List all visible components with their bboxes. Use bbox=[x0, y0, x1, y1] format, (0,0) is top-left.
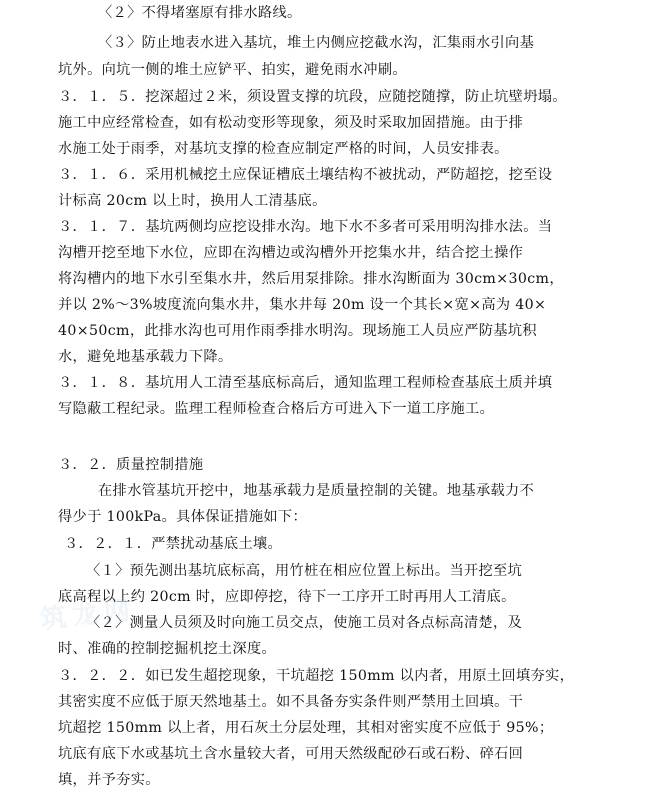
text-line: 〈２〉测量人员须及时向施工员交点，使施工员对各点标高清楚，及 bbox=[86, 615, 523, 631]
text-line: 施工中应经常检查，如有松动变形等现象，须及时采取加固措施。由于排 bbox=[58, 115, 524, 131]
text-line: 40×50cm，此排水沟也可用作雨季排水明沟。现场施工人员应严防基坑积 bbox=[58, 323, 537, 339]
text-line: 水施工处于雨季，对基坑支撑的检查应制定严格的时间，人员安排表。 bbox=[58, 141, 509, 157]
text-line: 计标高 20cm 以上时，换用人工清基底。 bbox=[58, 193, 327, 209]
text-line: 〈１〉预先测出基坑底标高，用竹桩在相应位置上标出。当开挖至坑 bbox=[86, 563, 523, 579]
text-line: 水，避免地基承载力下降。 bbox=[58, 349, 233, 365]
text-line: 得少于 100kPa。具体保证措施如下： bbox=[58, 509, 307, 525]
text-line: 时、准确的控制挖掘机挖土深度。 bbox=[58, 641, 277, 657]
text-line: 将沟槽内的地下水引至集水井，然后用泵排除。排水沟断面为 30cm×30cm， bbox=[58, 271, 564, 287]
text-line: 〈２〉不得堵塞原有排水路线。 bbox=[98, 5, 302, 21]
watermark-logo: 筑龙网 bbox=[38, 595, 138, 635]
section-heading: ３．２．质量控制措施 bbox=[58, 457, 204, 473]
text-line: ３．１．５．挖深超过２米，须设置支撑的坑段，应随挖随撑，防止坑壁坍塌。 bbox=[58, 89, 567, 105]
text-line: ３．１．６．采用机械挖土应保证槽底土壤结构不被扰动，严防超挖，挖至设 bbox=[58, 167, 553, 183]
text-line: ３．２．２．如已发生超挖现象，干坑超挖 150mm 以内者，用原土回填夯实， bbox=[58, 668, 575, 684]
text-line: 底高程以上约 20cm 时，应即停挖，待下一工序开工时再用人工清底。 bbox=[58, 589, 516, 605]
subsection-heading: ３．２．１．严禁扰动基底土壤。 bbox=[64, 536, 283, 552]
text-line: 坑外。向坑一侧的堆土应铲平、拍实，避免雨水冲刷。 bbox=[58, 62, 407, 78]
text-line: 并以 2%～3%坡度流向集水井，集水井每 20m 设一个其长×宽×高为 40× bbox=[58, 297, 547, 313]
text-line: ３．１．８．基坑用人工清至基底标高后，通知监理工程师检查基底土质并填 bbox=[58, 375, 553, 391]
text-line: 〈３〉防止地表水进入基坑，堆土内侧应挖截水沟，汇集雨水引向基 bbox=[98, 35, 535, 51]
text-line: 坑底有底下水或基坑土含水量较大者，可用天然级配砂石或石粉、碎石回 bbox=[58, 746, 524, 762]
text-line: 沟槽开挖至地下水位，应即在沟槽边或沟槽外开挖集水井，结合挖土操作 bbox=[58, 245, 524, 261]
text-line: 填，并予夯实。 bbox=[58, 772, 160, 788]
text-line: 在排水管基坑开挖中，地基承载力是质量控制的关键。地基承载力不 bbox=[98, 483, 535, 499]
text-line: 其密实度不应低于原天然地基土。如不具备夯实条件则严禁用土回填。干 bbox=[58, 694, 524, 710]
text-line: 坑超挖 150mm 以上者，用石灰土分层处理，其相对密实度不应低于 95%； bbox=[58, 720, 554, 736]
text-line: 写隐蔽工程纪录。监理工程师检查合格后方可进入下一道工序施工。 bbox=[58, 401, 495, 417]
text-line: ３．１．７．基坑两侧均应挖设排水沟。地下水不多者可采用明沟排水法。当 bbox=[58, 219, 553, 235]
